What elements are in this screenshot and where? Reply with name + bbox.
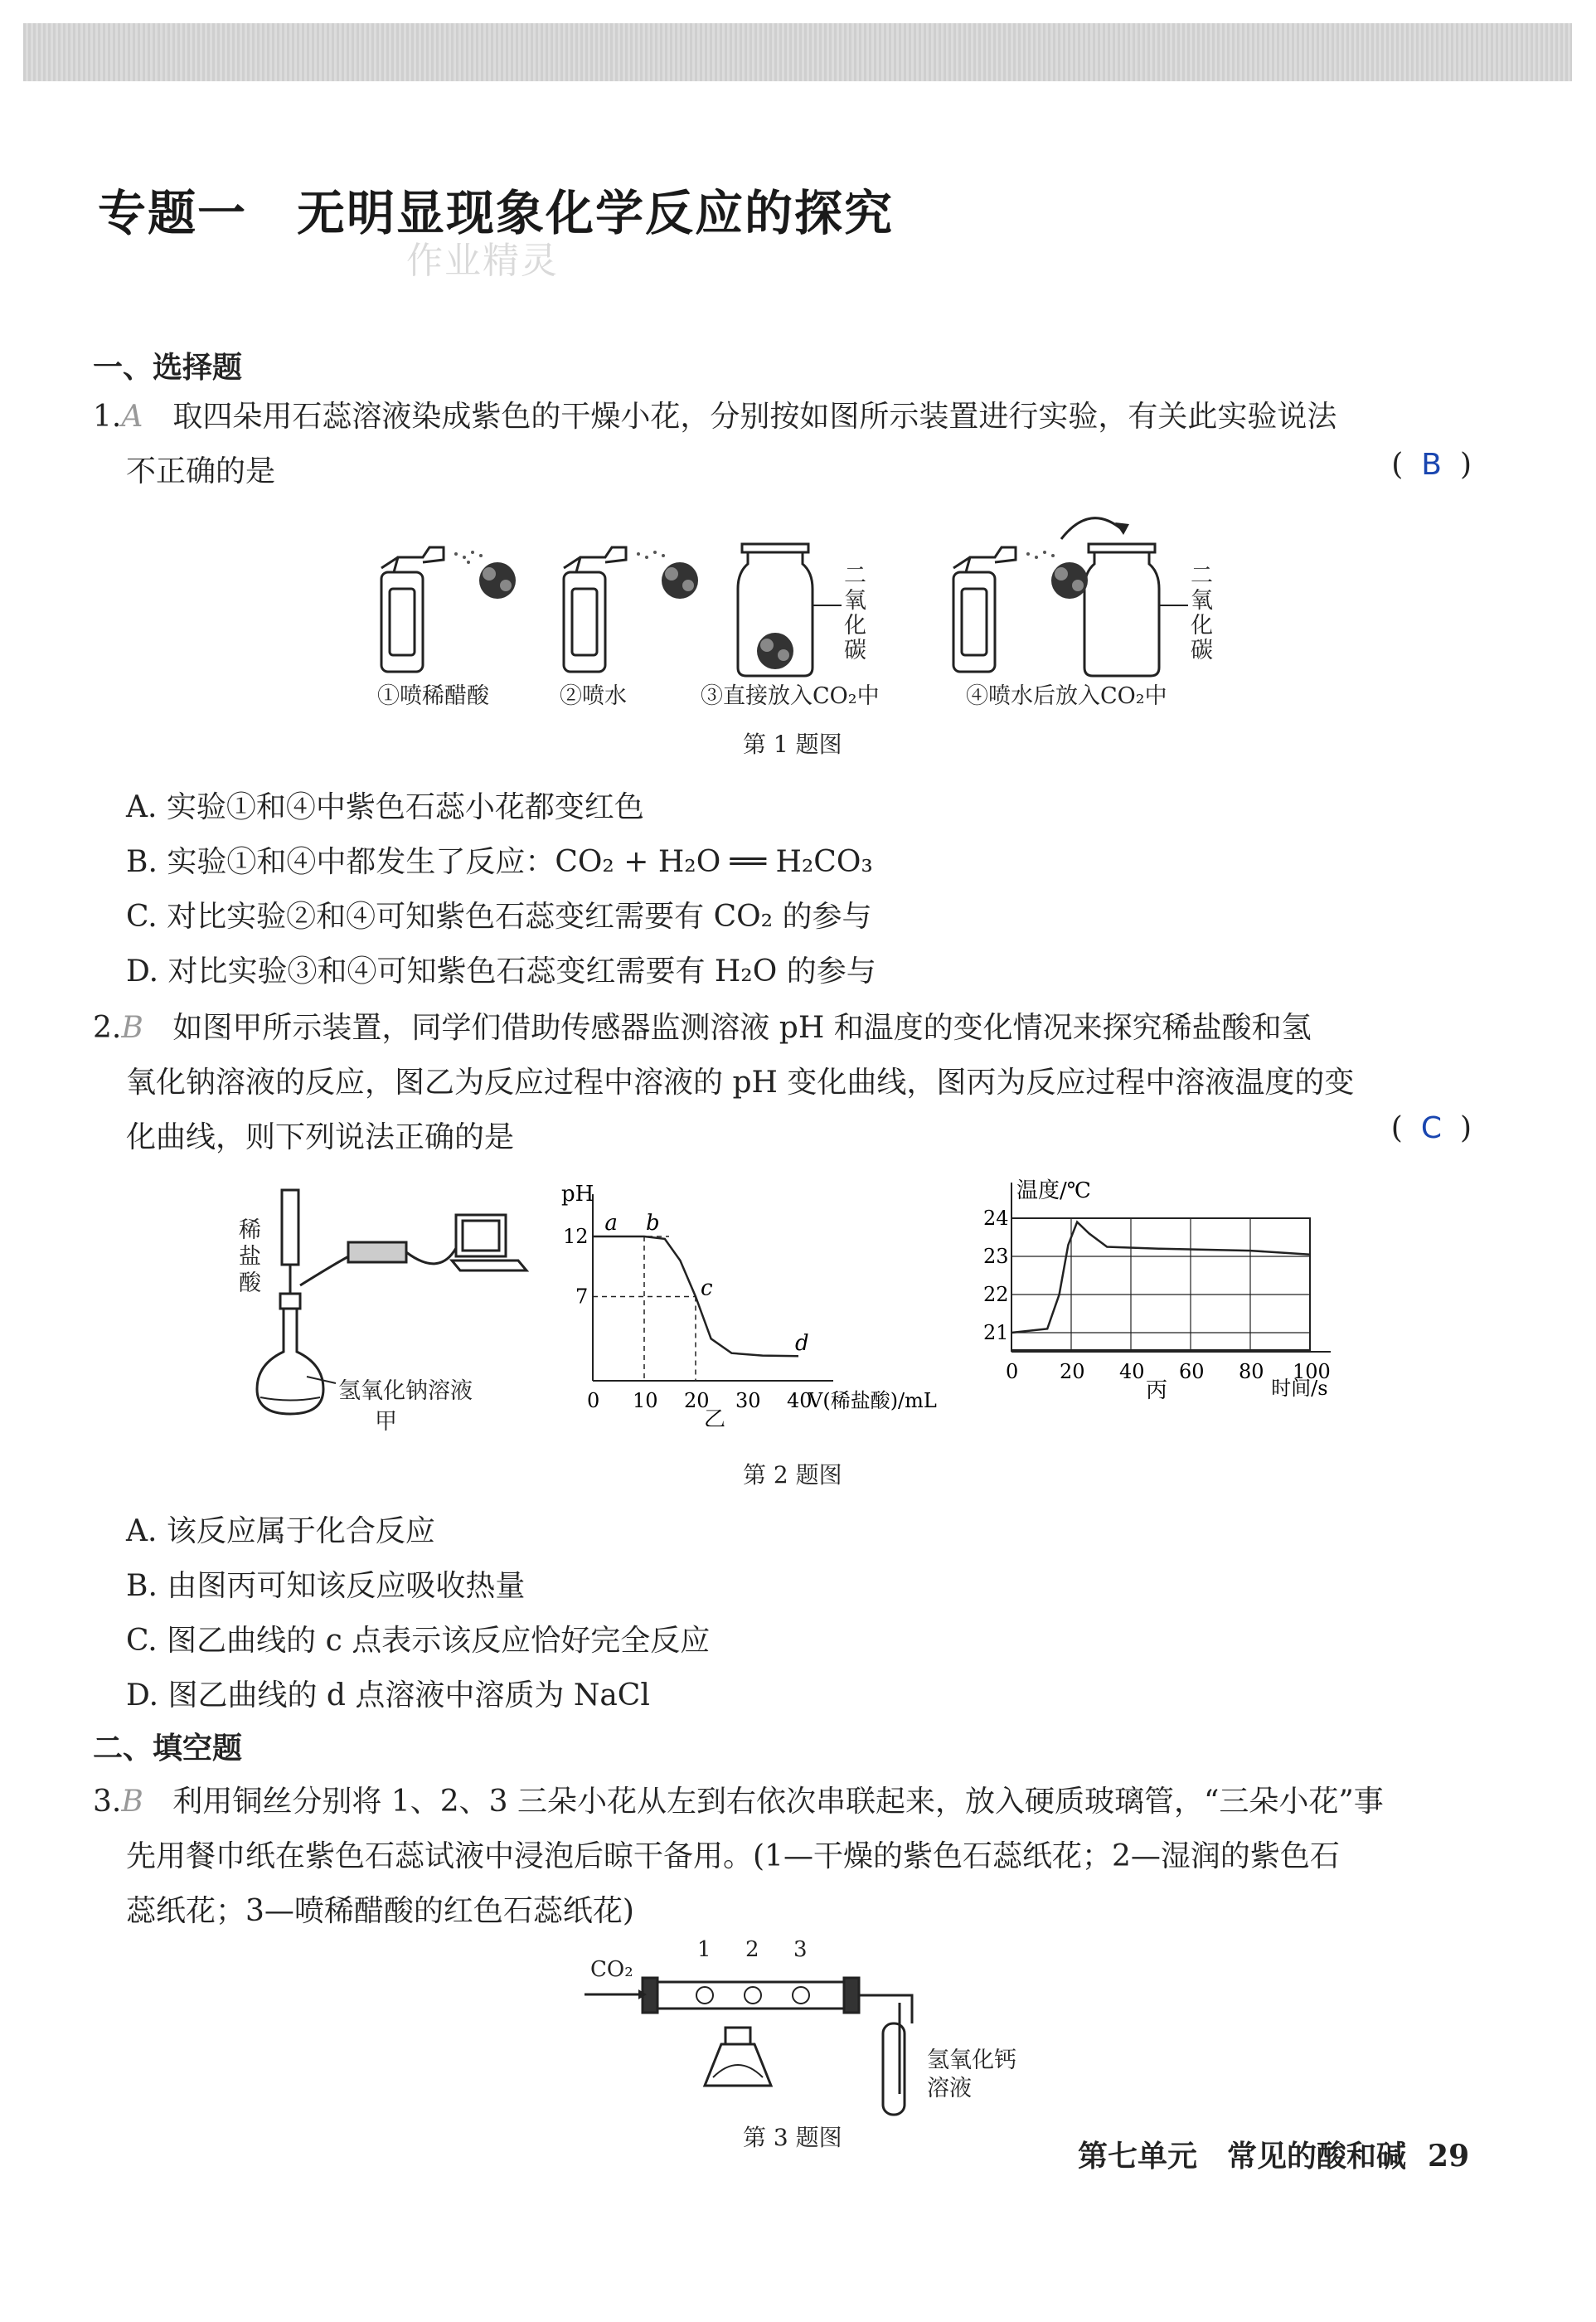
section-choice: 一、选择题 xyxy=(93,351,243,385)
y-tick-label: 12 xyxy=(563,1225,589,1248)
y-axis-label: pH xyxy=(561,1182,594,1207)
flower-icon xyxy=(662,562,698,599)
q1-option-a: A. 实验①和④中紫色石蕊小花都变红色 xyxy=(126,790,644,824)
answer-1: ( B ) xyxy=(1391,448,1472,482)
flower-icon xyxy=(1051,562,1088,599)
x-tick-label: 80 xyxy=(1239,1360,1264,1383)
chart-name: 乙 xyxy=(704,1407,726,1426)
q2-option-d: D. 图乙曲线的 d 点溶液中溶质为 NaCl xyxy=(126,1678,650,1712)
flower-icon xyxy=(696,1987,809,2004)
page-title: 专题一 无明显现象化学反应的探究 xyxy=(98,185,895,241)
q1-option-c: C. 对比实验②和④可知紫色石蕊变红需要有 CO₂ 的参与 xyxy=(126,900,872,934)
gas-label-4: 二氧化碳 xyxy=(1191,563,1213,663)
question-2: 2.B 如图甲所示装置，同学们借助传感器监测溶液 pH 和温度的变化情况来探究稀盐酸和氢 氧化钠溶液的反应，图乙为反应过程中溶液的 pH 变化曲线，图丙为反应过程中溶液温度的变 化曲线，则下列说法正确的是 xyxy=(93,1001,1469,1165)
gas-label-3: 二氧化碳 xyxy=(844,563,866,663)
y-tick-label: 7 xyxy=(575,1285,589,1309)
figure-1 xyxy=(365,498,1235,705)
flower-icon xyxy=(757,633,793,669)
x-tick-label: 20 xyxy=(684,1389,710,1412)
x-tick-label: 60 xyxy=(1179,1360,1205,1383)
answer-2: ( C ) xyxy=(1390,1111,1472,1145)
co2-label: CO₂ xyxy=(590,1957,633,1982)
naoh-label: 氢氧化钠溶液 xyxy=(338,1378,473,1404)
spray-bottle-icon xyxy=(953,547,1016,672)
q2-option-b: B. 由图丙可知该反应吸收热量 xyxy=(126,1569,526,1603)
point-label-c: c xyxy=(701,1275,713,1301)
flower-num-1: 1 xyxy=(697,1937,711,1962)
q2-option-a: A. 该反应属于化合反应 xyxy=(126,1514,435,1548)
q2-option-c: C. 图乙曲线的 c 点表示该反应恰好完全反应 xyxy=(126,1624,711,1658)
caption-3: 第 3 题图 xyxy=(743,2124,842,2151)
x-tick-label: 40 xyxy=(1119,1360,1145,1383)
acid-label: 稀盐酸 xyxy=(239,1217,261,1296)
point-label-d: d xyxy=(795,1331,809,1356)
q1-option-b: B. 实验①和④中都发生了反应：CO₂ + H₂O ══ H₂CO₃ xyxy=(126,845,873,879)
question-3: 3.B 利用铜丝分别将 1、2、3 三朵小花从左到右依次串联起来，放入硬质玻璃管，“三朵小花”事 先用餐巾纸在紫色石蕊试液中浸泡后晾干备用。(1—干燥的紫色石蕊纸花；2—湿润的紫色石 蕊纸花；3—喷稀醋酸的红色石蕊纸花) xyxy=(93,1775,1469,1939)
x-tick-label: 10 xyxy=(633,1389,658,1412)
level-mark: B xyxy=(121,1785,143,1819)
temperature-curve xyxy=(1011,1222,1310,1333)
y-tick-label: 24 xyxy=(983,1207,1009,1230)
plot-frame xyxy=(1011,1218,1310,1350)
spray-bottle-icon xyxy=(564,547,626,672)
ca-oh-label: 氢氧化钙溶液 xyxy=(927,2048,1016,2101)
x-tick-label: 30 xyxy=(735,1389,761,1412)
spray-bottle-icon xyxy=(381,547,444,672)
y-tick-label: 23 xyxy=(983,1245,1009,1268)
fig1-label-1: ①喷稀醋酸 xyxy=(377,683,489,709)
caption-1: 第 1 题图 xyxy=(743,731,842,758)
x-tick-label: 0 xyxy=(587,1389,600,1412)
point-label-a: a xyxy=(604,1211,618,1236)
fig1-label-4: ④喷水后放入CO₂中 xyxy=(966,683,1167,709)
section-fill: 二、填空题 xyxy=(93,1732,243,1766)
arrow-icon xyxy=(1061,518,1123,539)
y-tick-label: 22 xyxy=(983,1283,1009,1306)
x-tick-label: 40 xyxy=(787,1389,813,1412)
x-tick-label: 100 xyxy=(1293,1360,1331,1383)
chart-bing xyxy=(978,1161,1343,1435)
flower-num-3: 3 xyxy=(793,1937,808,1962)
caption-2: 第 2 题图 xyxy=(743,1461,842,1489)
gas-jar-icon xyxy=(1084,544,1188,676)
point-label-b: b xyxy=(646,1211,660,1236)
chart-yi xyxy=(547,1178,978,1426)
q1-option-d: D. 对比实验③和④可知紫色石蕊变红需要有 H₂O 的参与 xyxy=(126,955,876,989)
y-axis-label: 温度/℃ xyxy=(1016,1178,1091,1203)
x-axis-label: V(稀盐酸)/mL xyxy=(808,1389,937,1412)
flower-icon xyxy=(479,562,516,599)
x-tick-label: 20 xyxy=(1060,1360,1085,1383)
fig-jia-name: 甲 xyxy=(375,1409,397,1435)
fig1-label-3: ③直接放入CO₂中 xyxy=(701,683,880,709)
page-number: 29 xyxy=(1428,2139,1470,2174)
flower-num-2: 2 xyxy=(745,1937,759,1962)
page-footer: 第七单元 常见的酸和碱 29 xyxy=(1078,2139,1470,2174)
question-1: 1.A 取四朵用石蕊溶液染成紫色的干燥小花，分别按如图所示装置进行实验，有关此实验说法 不正确的是 xyxy=(93,390,1469,499)
level-mark: B xyxy=(121,1011,143,1045)
x-tick-label: 0 xyxy=(1006,1360,1019,1383)
fig1-label-2: ②喷水 xyxy=(560,683,627,709)
chart-name: 丙 xyxy=(1146,1378,1168,1403)
x-axis-label: 时间/s xyxy=(1271,1377,1328,1400)
level-mark: A xyxy=(121,400,143,434)
top-banner xyxy=(23,23,1572,81)
watermark: 作业精灵 xyxy=(406,240,559,282)
y-tick-label: 21 xyxy=(983,1321,1009,1344)
